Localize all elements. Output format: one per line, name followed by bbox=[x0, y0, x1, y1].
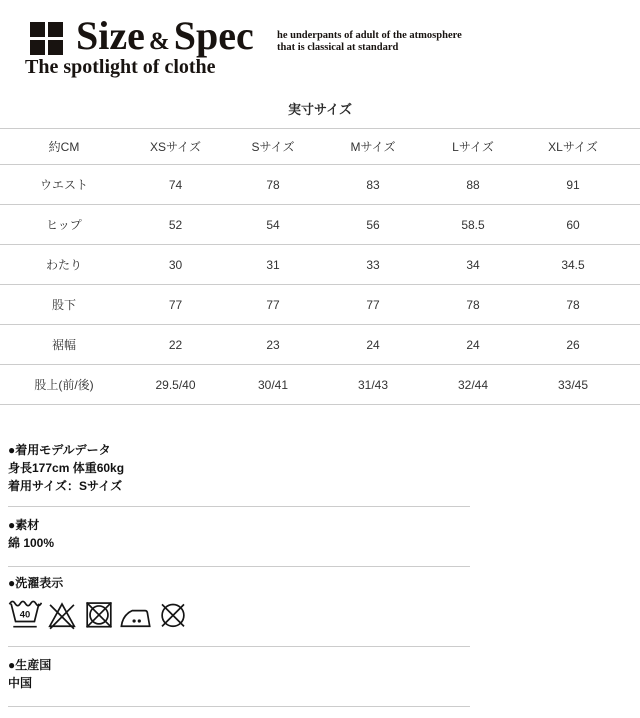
material-title: ●素材 bbox=[8, 518, 40, 532]
brand-word-2: Spec bbox=[173, 13, 254, 58]
row-label: わたり bbox=[0, 245, 128, 285]
brand-subtitle: The spotlight of clothe bbox=[25, 56, 216, 78]
size-value-cell: 78 bbox=[223, 165, 323, 205]
size-table-title: 実寸サイズ bbox=[288, 102, 352, 117]
table-header-row bbox=[0, 129, 640, 165]
size-value-cell: 34.5 bbox=[523, 245, 640, 285]
column-header-s: Sサイズ bbox=[223, 129, 323, 165]
size-value-cell: 83 bbox=[323, 165, 423, 205]
size-value-cell: 58.5 bbox=[423, 205, 523, 245]
brand-word-1: Size bbox=[76, 13, 145, 58]
do-not-tumble-dry-icon bbox=[82, 594, 116, 632]
column-header-xs: XSサイズ bbox=[128, 129, 223, 165]
logo-square bbox=[30, 40, 45, 55]
size-value-cell: 24 bbox=[423, 325, 523, 365]
size-value-cell: 22 bbox=[128, 325, 223, 365]
section-divider bbox=[8, 506, 470, 507]
iron-medium-icon bbox=[119, 594, 153, 632]
column-header-l: Lサイズ bbox=[423, 129, 523, 165]
table-row-rise bbox=[0, 365, 640, 405]
size-value-cell: 88 bbox=[423, 165, 523, 205]
size-value-cell: 78 bbox=[423, 285, 523, 325]
section-divider bbox=[8, 566, 470, 567]
size-spec-table bbox=[0, 128, 640, 405]
table-row-inseam bbox=[0, 285, 640, 325]
brand-ampersand: & bbox=[148, 28, 170, 55]
size-value-cell: 31/43 bbox=[323, 365, 423, 405]
size-value-cell: 74 bbox=[128, 165, 223, 205]
care-title: ●洗濯表示 bbox=[8, 576, 64, 590]
size-value-cell: 32/44 bbox=[423, 365, 523, 405]
section-divider bbox=[8, 706, 470, 707]
size-value-cell: 34 bbox=[423, 245, 523, 285]
table-row-hem-width bbox=[0, 325, 640, 365]
size-value-cell: 52 bbox=[128, 205, 223, 245]
svg-text:40: 40 bbox=[19, 609, 31, 621]
row-label: 裾幅 bbox=[0, 325, 128, 365]
material-value: 綿 100% bbox=[8, 536, 55, 550]
tagline-line-1: he underpants of adult of the atmosphere bbox=[277, 30, 462, 41]
row-label: 股下 bbox=[0, 285, 128, 325]
table-row-thigh bbox=[0, 245, 640, 285]
brand-tagline bbox=[277, 30, 462, 54]
table-row-hip bbox=[0, 205, 640, 245]
table-row-waist bbox=[0, 165, 640, 205]
size-value-cell: 23 bbox=[223, 325, 323, 365]
size-value-cell: 77 bbox=[128, 285, 223, 325]
size-value-cell: 29.5/40 bbox=[128, 365, 223, 405]
column-header-m: Mサイズ bbox=[323, 129, 423, 165]
model-data-title: ●着用モデルデータ bbox=[8, 443, 111, 457]
tagline-line-2: that is classical at standard bbox=[277, 42, 399, 53]
do-not-dry-clean-icon bbox=[156, 594, 190, 632]
column-header-xl: XLサイズ bbox=[523, 129, 640, 165]
size-value-cell: 24 bbox=[323, 325, 423, 365]
country-section bbox=[8, 656, 640, 692]
size-value-cell: 77 bbox=[223, 285, 323, 325]
row-label: 股上(前/後) bbox=[0, 365, 128, 405]
size-value-cell: 77 bbox=[323, 285, 423, 325]
row-label: ウエスト bbox=[0, 165, 128, 205]
size-value-cell: 33 bbox=[323, 245, 423, 285]
size-value-cell: 56 bbox=[323, 205, 423, 245]
size-value-cell: 30/41 bbox=[223, 365, 323, 405]
logo-square bbox=[48, 40, 63, 55]
row-label: ヒップ bbox=[0, 205, 128, 245]
model-data-body: 身長177cm 体重60kg bbox=[8, 461, 125, 475]
size-value-cell: 31 bbox=[223, 245, 323, 285]
country-title: ●生産国 bbox=[8, 658, 52, 672]
model-data-size: 着用サイズ：Sサイズ bbox=[8, 479, 123, 493]
brand-header bbox=[0, 0, 640, 90]
size-value-cell: 60 bbox=[523, 205, 640, 245]
size-value-cell: 26 bbox=[523, 325, 640, 365]
care-section bbox=[8, 574, 640, 632]
country-value: 中国 bbox=[8, 676, 33, 690]
column-header-unit: 約CM bbox=[0, 129, 128, 165]
section-divider bbox=[8, 646, 470, 647]
info-sections bbox=[0, 441, 640, 707]
size-value-cell: 30 bbox=[128, 245, 223, 285]
size-value-cell: 78 bbox=[523, 285, 640, 325]
size-value-cell: 33/45 bbox=[523, 365, 640, 405]
care-icon-row bbox=[8, 594, 640, 632]
size-value-cell: 54 bbox=[223, 205, 323, 245]
wash-40-mild-icon bbox=[8, 594, 42, 632]
do-not-bleach-icon bbox=[45, 594, 79, 632]
brand-logo-icon bbox=[30, 22, 63, 55]
model-data-section bbox=[8, 441, 640, 495]
size-value-cell: 91 bbox=[523, 165, 640, 205]
logo-square bbox=[48, 22, 63, 37]
material-section bbox=[8, 516, 640, 552]
logo-square bbox=[30, 22, 45, 37]
